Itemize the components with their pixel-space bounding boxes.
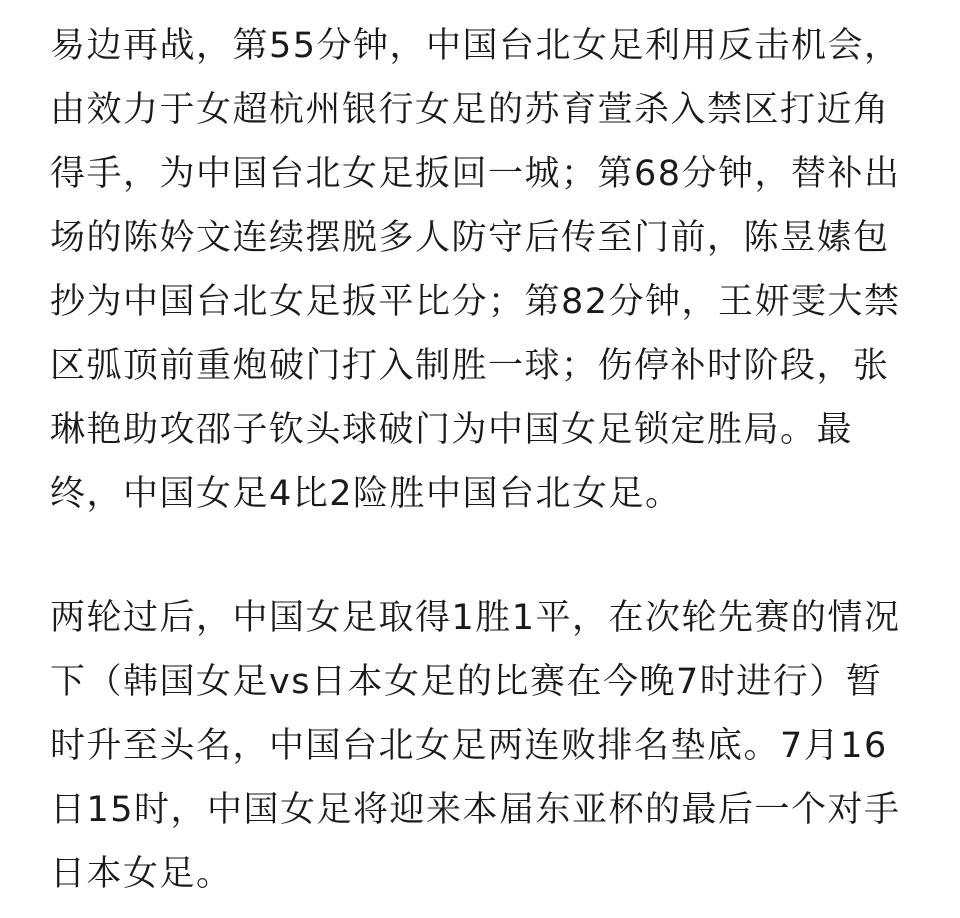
text-line: 抄为中国台北女足扳平比分；第82分钟，王妍雯大禁	[50, 282, 901, 322]
article-body	[50, 14, 930, 906]
text-line: 时升至头名，中国台北女足两连败排名垫底。7月16	[50, 726, 888, 766]
paragraph-match-recap	[50, 14, 930, 526]
text-line: 下（韩国女足vs日本女足的比赛在今晚7时进行）暂	[50, 662, 883, 702]
text-line: 易边再战，第55分钟，中国台北女足利用反击机会，	[50, 26, 901, 66]
paragraph-standings	[50, 586, 930, 906]
text-line: 两轮过后，中国女足取得1胜1平，在次轮先赛的情况	[50, 598, 901, 638]
text-line: 区弧顶前重炮破门打入制胜一球；伤停补时阶段，张	[50, 346, 890, 386]
text-line: 琳艳助攻邵子钦头球破门为中国女足锁定胜局。最	[50, 410, 854, 450]
text-line: 日15时，中国女足将迎来本届东亚杯的最后一个对手	[50, 790, 901, 830]
text-line: 场的陈妗文连续摆脱多人防守后传至门前，陈昱嫊包	[50, 218, 890, 258]
text-line: 得手，为中国台北女足扳回一城；第68分钟，替补出	[50, 154, 901, 194]
text-line: 日本女足。	[50, 854, 233, 894]
text-line: 由效力于女超杭州银行女足的苏育萱杀入禁区打近角	[50, 90, 890, 130]
text-line: 终，中国女足4比2险胜中国台北女足。	[50, 474, 682, 514]
